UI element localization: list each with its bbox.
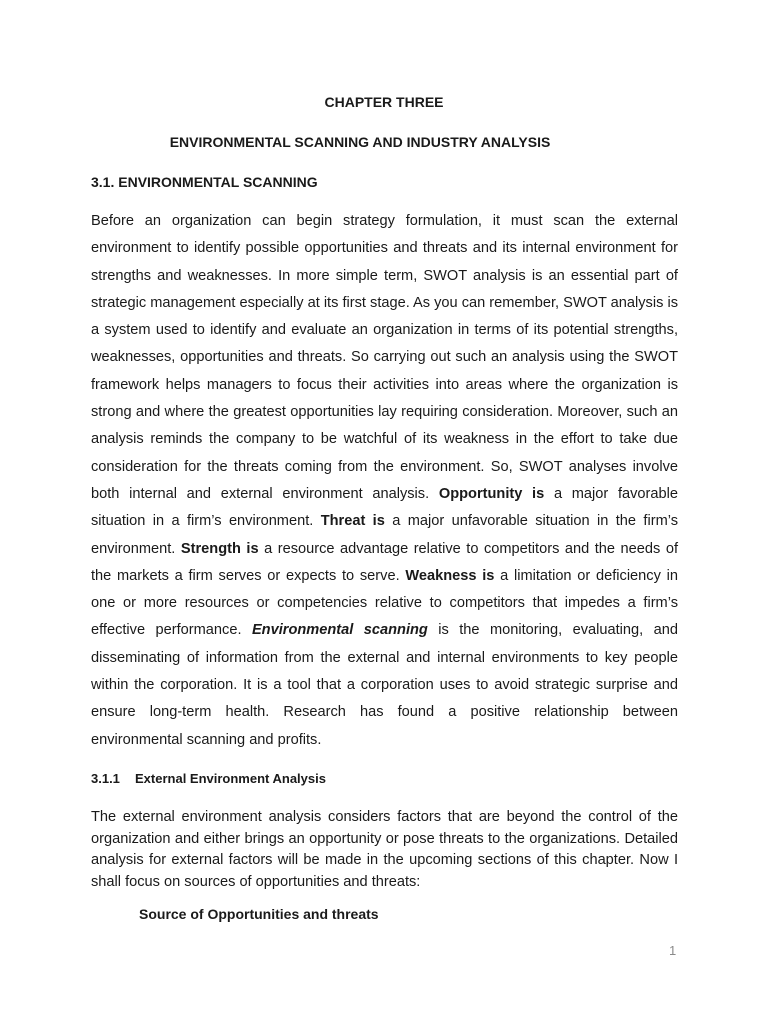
- chapter-subtitle: ENVIRONMENTAL SCANNING AND INDUSTRY ANALYSIS: [169, 134, 551, 150]
- section-heading: 3.1. ENVIRONMENTAL SCANNING: [91, 174, 318, 190]
- term-environmental-scanning: Environmental scanning: [251, 622, 428, 639]
- page-number: 1: [669, 943, 677, 958]
- term-opportunity: Opportunity is: [438, 485, 545, 502]
- source-heading: Source of Opportunities and threats: [139, 906, 379, 922]
- paragraph-text: Before an organization can begin strategy formulation, it must scan the external environment to identify possible opportunities and threats and its internal environment for strengths and weaknesses. In more simple term, SWOT analysis is an essential part of strategic management especially at its first stage. As you can remember, SWOT analysis is a system used to identify and evaluate an organization in terms of its potential strengths, weaknesses, opportunities and threats. So carrying out such an analysis using the SWOT framework helps managers to focus their activities into areas where the organization is strong and where the greatest opportunities lay requiring consideration. Moreover, such an analysis reminds the company to be watchful of its weakness in the effort to take due consideration for the threats coming from the environment. So, SWOT analyses involve both internal and external environment analysis.: [91, 213, 678, 502]
- body-paragraph-external: The external environment analysis considers factors that are beyond the control of the organization and either brings an opportunity or pose threats to the organizations. Detailed analysis for external factors will be made in the upcoming sections of this chapter. Now I shall focus on sources of opportunities and threats:: [91, 809, 678, 890]
- definition-environmental-scanning: is the monitoring, evaluating, and disseminating of information from the external and internal environments to key people within the corporation. It is a tool that a corporation uses to avoid strategic surprise and ensure long-term health. Research has found a positive relationship between environmental scanning and profits.: [91, 622, 678, 748]
- term-threat: Threat is: [320, 513, 385, 530]
- body-paragraph-swot: [91, 208, 678, 754]
- definition-weakness: a limitation or deficiency in one or more resources or competencies relative to competitors that impedes a firm’s effective performance.: [91, 567, 678, 639]
- term-strength: Strength is: [180, 540, 259, 557]
- subsection-number: 3.1.1: [91, 771, 120, 786]
- definition-threat: a major unfavorable situation in the firm’s environment.: [91, 513, 678, 557]
- definition-opportunity: a major favorable situation in a firm’s environment.: [91, 485, 678, 530]
- chapter-title: CHAPTER THREE: [324, 94, 444, 110]
- subsection-heading: [91, 771, 326, 786]
- subsection-title: External Environment Analysis: [135, 771, 326, 786]
- term-weakness: Weakness is: [405, 567, 495, 584]
- definition-strength: a resource advantage relative to competitors and the needs of the markets a firm serves or expects to serve.: [91, 540, 679, 584]
